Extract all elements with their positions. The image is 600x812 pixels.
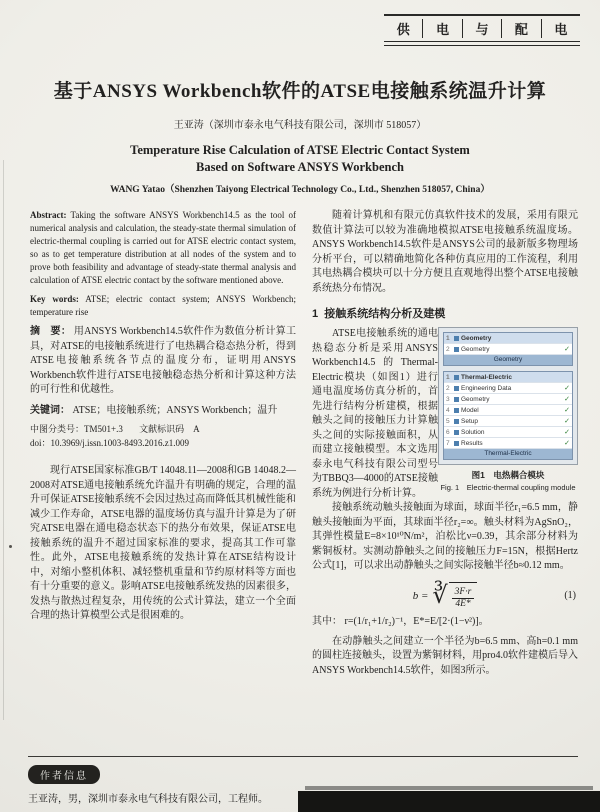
- header-rule: [384, 45, 580, 46]
- wb-row-label: Geometry: [461, 395, 490, 403]
- check-icon: ✓: [564, 440, 570, 447]
- check-icon: ✓: [564, 429, 570, 436]
- cell-icon: [454, 419, 459, 424]
- keywords-zh-label: 关键词：: [30, 404, 70, 416]
- wb-block-thermal-electric: [443, 371, 573, 460]
- intro-paragraph: 随着计算机和有限元仿真软件技术的发展，采用有限元数值计算法可以较为准确地模拟ATSE电接触系统温度场。ANSYS Workbench14.5软件是ANSYS公司的最新版多物理场分析平台，可以精确地简化各种仿真应用的工作流程，利用其电热耦合模块可以十分方便且直观地得出整个ATSE电接触系统热分布情况。: [312, 210, 578, 294]
- scan-black-bar-artifact: [298, 791, 600, 812]
- keywords-zh-text: ATSE；电接触系统；ANSYS Workbench；温升: [72, 404, 278, 416]
- journal-title-char: 供: [396, 22, 410, 37]
- journal-title-char: 电: [422, 19, 461, 38]
- wb-row: 4 Model ✓: [446, 406, 570, 414]
- where-clause: [312, 615, 578, 630]
- clc-number: 中图分类号：TM501+.3: [30, 424, 123, 434]
- cube-root-symbol: ∛: [432, 582, 448, 609]
- document-code: 文献标识码 A: [139, 424, 200, 434]
- keywords-en: [30, 293, 296, 319]
- cylinder-modeling-paragraph: 在动静触头之间建立一个半径为b=6.5 mm、高h=0.1 mm的圆柱连接触头，设置为紫铜材料，用pro4.0软件建模后导入ANSYS Workbench14.5软件，如图3所示。: [312, 635, 578, 676]
- cell-icon: [454, 408, 459, 413]
- figure-1-caption-zh: 图1 电热耦合模块: [471, 470, 545, 480]
- author-info-label: 作者信息: [28, 765, 100, 784]
- byline-zh: 王亚涛（深圳市泰永电气科技有限公司，深圳市 518057）: [173, 120, 427, 131]
- byline-en: WANG Yatao（Shenzhen Taiyong Electrical Technology Co., Ltd., Shenzhen 518057, China）: [110, 185, 490, 195]
- cell-icon: [454, 397, 459, 402]
- check-icon: ✓: [564, 385, 570, 392]
- wb-row: 3 Geometry ✓: [446, 395, 570, 403]
- wb-block-footer: Thermal-Electric: [444, 449, 572, 459]
- abstract-zh-label: 摘 要：: [30, 326, 72, 337]
- modeling-paragraph: ATSE电接触系统的通电热稳态分析是采用ANSYS Workbench14.5的Thermal-Electric模块（如图1）进行通电温度场仿真分析的，首先进行结构分析建模，根据触头之间的接触压力计算触头之间的实际接触面积，从而建立接触模型。本文选用泰永电气科技有限公司型号为TBBQ3—4000的ATSE接触系统为例进行分析计算。: [312, 328, 438, 499]
- figure-1-image: [438, 327, 578, 465]
- keywords-zh: [30, 404, 296, 419]
- section-1-heading: [312, 305, 578, 321]
- wb-row-label: Geometry: [461, 345, 490, 353]
- wb-block-header: 1 Thermal-Electric: [444, 372, 572, 383]
- equation-fraction: [452, 587, 475, 611]
- paragraph-with-figure: [312, 327, 578, 501]
- journal-title-box: [384, 14, 580, 42]
- paper-title-en-line2: Based on Software ANSYS Workbench: [196, 160, 404, 174]
- wb-row: 5 Setup ✓: [446, 417, 570, 425]
- two-column-body: [30, 209, 578, 678]
- abstract-en-label: Abstract:: [30, 210, 67, 220]
- thermal-electric-icon: [454, 375, 459, 380]
- section-1-number: 1: [312, 308, 319, 320]
- left-column: [30, 209, 296, 678]
- abstract-zh-text: 用ANSYS Workbench14.5软件作为数值分析计算工具，对ATSE的电接触系统进行了电热耦合稳态热分析，得到ATSE电接触系统各节点的温度分布，证明用ANSYS Workbench软件进行ATSE电接触稳态热分析和计算这种方法的可行性和优越性。: [30, 326, 297, 395]
- journal-title-char: 配: [501, 19, 540, 38]
- figure-1-caption: [438, 469, 578, 493]
- section-1-title: 接触系统结构分析及建模: [324, 308, 446, 320]
- equation-lhs: b: [412, 589, 419, 602]
- cell-icon: [454, 386, 459, 391]
- paper-title-en: [0, 142, 600, 176]
- scan-edge-artifact: [3, 160, 4, 720]
- journal-title-char: 与: [462, 19, 501, 38]
- equation-1: [312, 582, 578, 611]
- equation-equals: =: [420, 589, 429, 602]
- check-icon: ✓: [564, 418, 570, 425]
- paper-title-en-line1: Temperature Rise Calculation of ATSE Electric Contact System: [130, 143, 470, 157]
- wb-row: 7 Results ✓: [446, 439, 570, 447]
- wb-row: 2 Engineering Data ✓: [446, 384, 570, 392]
- abstract-en-text: Taking the software ANSYS Workbench14.5 as the tool of numerical analysis and calculation, the steady-state thermal simulation of electric-thermal coupling is carried out for ATSE electric contact system, so as to get temperature distribution at all nodes of the system and to prove both feasibility and advantage of steady-state thermal analysis and calculation of ATSE electric contact by the software mentioned above.: [30, 210, 296, 285]
- wb-row-label: Results: [461, 439, 483, 447]
- abstract-zh: [30, 325, 296, 398]
- equation-number: (1): [564, 590, 576, 602]
- equation-radicand: [449, 582, 478, 611]
- check-icon: ✓: [564, 407, 570, 414]
- wb-block-footer: Geometry: [444, 355, 572, 365]
- cell-icon: [454, 347, 459, 352]
- wb-block-title: Thermal-Electric: [461, 373, 512, 381]
- equation-numerator: 3F·r: [452, 587, 475, 599]
- journal-title-char: 电: [541, 19, 580, 38]
- journal-header: [384, 14, 580, 46]
- check-icon: ✓: [564, 396, 570, 403]
- keywords-en-text: ATSE; electric contact system; ANSYS Workbench; temperature rise: [30, 294, 296, 317]
- wb-block-title: Geometry: [461, 334, 492, 342]
- wb-row: 2 Geometry ✓: [446, 345, 570, 353]
- wb-row-label: Setup: [461, 417, 478, 425]
- clc-line: [30, 422, 296, 436]
- author-info-text: 王亚涛，男，深圳市泰永电气科技有限公司，工程师。: [28, 794, 268, 805]
- figure-1: [438, 327, 578, 493]
- equation-denominator: 4E*: [455, 598, 471, 609]
- where-label: 其中：: [312, 616, 342, 628]
- wb-block-geometry: [443, 332, 573, 366]
- geometry-icon: [454, 336, 459, 341]
- doi-line: doi：10.3969/j.issn.1003-8493.2016.z1.009: [30, 438, 189, 448]
- paper-title-zh: 基于ANSYS Workbench软件的ATSE电接触系统温升计算: [53, 81, 547, 102]
- abstract-en: [30, 209, 296, 287]
- scan-speck-artifact: [9, 545, 12, 548]
- cell-icon: [454, 430, 459, 435]
- check-icon: ✓: [564, 346, 570, 353]
- cell-icon: [454, 441, 459, 446]
- wb-row-label: Engineering Data: [461, 384, 512, 392]
- wb-row: 6 Solution ✓: [446, 428, 570, 436]
- wb-row-label: Model: [461, 406, 479, 414]
- wb-block-header: 1 Geometry: [444, 333, 572, 344]
- wb-row-label: Solution: [461, 428, 485, 436]
- figure-1-caption-en: Fig. 1 Electric-thermal coupling module: [440, 483, 576, 492]
- keywords-en-label: Key words:: [30, 294, 79, 304]
- scan-gray-bar-artifact: [305, 786, 593, 790]
- where-formulas: r=(1/r₁+1/r₂)⁻¹，E*=E/[2·(1−ν²)]。: [344, 616, 489, 628]
- right-column: [312, 209, 578, 678]
- contact-parameters-paragraph: 接触系统动触头接触面为球面，球面半径r₁=6.5 mm，静触头接触面为平面，其球面半径r₂=∞。触头材料为AgSnO₂，其弹性模量E=8×10¹⁰N/m²，泊松比ν=0.39，其余部分材料为紫铜板材。实测动静触头之间的接触压力F=15N，根据Hertz公式[1]，可以求出动静触头之间实际接触半径b≈0.12 mm。: [312, 502, 578, 571]
- left-body-paragraph: 现行ATSE国家标准GB/T 14048.11—2008和GB 14048.2—2008对ATSE通电接触系统允许温升有明确的规定，合理的温升可保证ATSE接触系统不会因过热过高而降低其机械性能和减少工作寿命，ATSE电器的温度场仿真与温升计算是为了研究ATSE电器在通电稳态状态下的热分布效果，保证ATSE电接触系统的温升不超过国家标准的要求，提高其工作可靠性。此外，ATSE电接触系统的发热计算在ATSE结构设计中，对缩小整机体积、减轻整机重量和节约原材料等方面也有十分重要的意义。影响ATSE电接触系统发热的因素很多，发热与散热过程复杂，用传统的公式计算法，建立一个全面合理的热计算模型公式是很困难的。: [30, 465, 296, 621]
